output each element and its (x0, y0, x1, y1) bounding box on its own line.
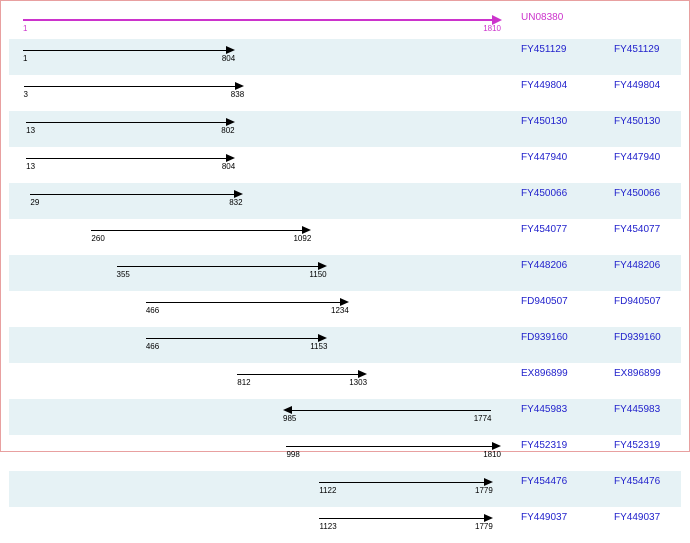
arrow-head-right-icon (358, 370, 367, 378)
arrow-head-right-icon (484, 478, 493, 486)
accession-link-primary[interactable]: FD939160 (521, 332, 568, 343)
accession-link-primary[interactable]: FY450066 (521, 188, 568, 199)
sequence-row[interactable] (1, 39, 689, 75)
row-start-label: 466 (145, 306, 160, 315)
row-end-label: 1303 (349, 378, 368, 387)
row-end-label: 1150 (309, 270, 327, 279)
accession-link-primary[interactable]: FY449037 (521, 512, 568, 523)
sequence-row[interactable] (1, 111, 689, 147)
alignment-line (26, 158, 227, 159)
row-start-label: 466 (145, 342, 160, 351)
arrow-head-right-icon (492, 442, 501, 450)
sequence-row[interactable] (1, 399, 689, 435)
alignment-line (91, 230, 303, 231)
row-end-label: 1774 (473, 414, 492, 423)
accession-link-secondary[interactable]: FY445983 (614, 404, 661, 415)
sequence-row[interactable] (1, 435, 689, 471)
accession-link-primary[interactable]: EX896899 (521, 368, 568, 379)
accession-link-primary[interactable]: FY445983 (521, 404, 568, 415)
alignment-line (26, 122, 226, 123)
row-start-label: 13 (26, 126, 36, 135)
row-end-label: 1810 (483, 450, 501, 459)
row-start-label: 260 (91, 234, 105, 243)
alignment-line (286, 446, 493, 447)
accession-link-primary[interactable]: FY452319 (521, 440, 568, 451)
sequence-row[interactable] (1, 75, 689, 111)
row-start-label: 812 (237, 378, 251, 387)
reference-end-label: 1810 (483, 24, 501, 33)
arrow-head-right-icon (302, 226, 311, 234)
row-end-label: 802 (221, 126, 235, 135)
sequence-row[interactable] (1, 183, 689, 219)
arrow-head-right-icon (340, 298, 349, 306)
accession-link-secondary[interactable]: FD940507 (614, 296, 661, 307)
alignment-line (146, 338, 320, 339)
accession-link-primary[interactable]: FY447940 (521, 152, 568, 163)
sequence-row[interactable] (1, 219, 689, 255)
row-end-label: 1092 (293, 234, 312, 243)
accession-link-primary[interactable]: FY451129 (521, 44, 567, 55)
accession-link-secondary[interactable]: FY454476 (614, 476, 661, 487)
arrow-head-right-icon (318, 262, 327, 270)
accession-link-secondary[interactable]: FY448206 (614, 260, 661, 271)
alignment-line (23, 50, 227, 51)
row-end-label: 1779 (475, 522, 493, 531)
alignment-line (319, 518, 484, 519)
reference-start-label: 1 (23, 24, 28, 33)
alignment-line (30, 194, 234, 195)
accession-link-primary[interactable]: FY454077 (521, 224, 568, 235)
row-start-label: 29 (30, 198, 40, 207)
accession-link-secondary[interactable]: FD939160 (614, 332, 661, 343)
alignment-line (319, 482, 485, 483)
alignment-line (146, 302, 341, 303)
row-end-label: 1779 (475, 486, 493, 495)
arrow-head-left-icon (283, 406, 292, 414)
alignment-line (291, 410, 491, 411)
row-start-label: 3 (23, 90, 28, 99)
row-end-label: 804 (221, 54, 236, 63)
accession-link-primary[interactable]: FY454476 (521, 476, 568, 487)
accession-link-secondary[interactable]: FY447940 (614, 152, 661, 163)
row-start-label: 985 (283, 414, 297, 423)
sequence-rows (1, 1, 689, 531)
accession-link-primary[interactable]: FY449804 (521, 80, 568, 91)
row-end-label: 1153 (310, 342, 328, 351)
accession-link-primary[interactable]: FY450130 (521, 116, 568, 127)
reference-name: UN08380 (521, 12, 564, 23)
accession-link-secondary[interactable]: FY449037 (614, 512, 661, 523)
accession-link-secondary[interactable]: FY454077 (614, 224, 661, 235)
accession-link-secondary[interactable]: FY452319 (614, 440, 661, 451)
row-start-label: 355 (116, 270, 130, 279)
sequence-row[interactable] (1, 471, 689, 507)
arrow-head-right-icon (318, 334, 327, 342)
sequence-row[interactable] (1, 291, 689, 327)
accession-link-primary[interactable]: FY448206 (521, 260, 568, 271)
sequence-row[interactable] (1, 147, 689, 183)
arrow-head-right-icon (226, 118, 235, 126)
row-end-label: 838 (230, 90, 245, 99)
arrow-head-right-icon (235, 82, 244, 90)
accession-link-secondary[interactable]: FY451129 (614, 44, 660, 55)
row-end-label: 804 (221, 162, 236, 171)
arrow-head-right-icon (484, 514, 493, 522)
sequence-row[interactable] (1, 507, 689, 543)
arrow-head-right-icon (234, 190, 243, 198)
row-end-label: 1234 (331, 306, 349, 315)
accession-link-secondary[interactable]: FY450066 (614, 188, 661, 199)
row-end-label: 832 (229, 198, 243, 207)
arrow-head-right-icon (226, 46, 235, 54)
sequence-row[interactable] (1, 363, 689, 399)
alignment-line (117, 266, 319, 267)
row-start-label: 1 (23, 54, 28, 63)
row-start-label: 13 (26, 162, 36, 171)
arrow-head-right-icon (226, 154, 235, 162)
accession-link-secondary[interactable]: FY449804 (614, 80, 661, 91)
row-start-label: 1122 (319, 486, 337, 495)
sequence-row[interactable] (1, 255, 689, 291)
row-start-label: 998 (286, 450, 300, 459)
row-start-label: 1123 (319, 522, 337, 531)
sequence-row[interactable] (1, 327, 689, 363)
alignment-line (24, 86, 237, 87)
accession-link-secondary[interactable]: FY450130 (614, 116, 661, 127)
accession-link-primary[interactable]: FD940507 (521, 296, 568, 307)
accession-link-secondary[interactable]: EX896899 (614, 368, 661, 379)
alignment-line (237, 374, 359, 375)
